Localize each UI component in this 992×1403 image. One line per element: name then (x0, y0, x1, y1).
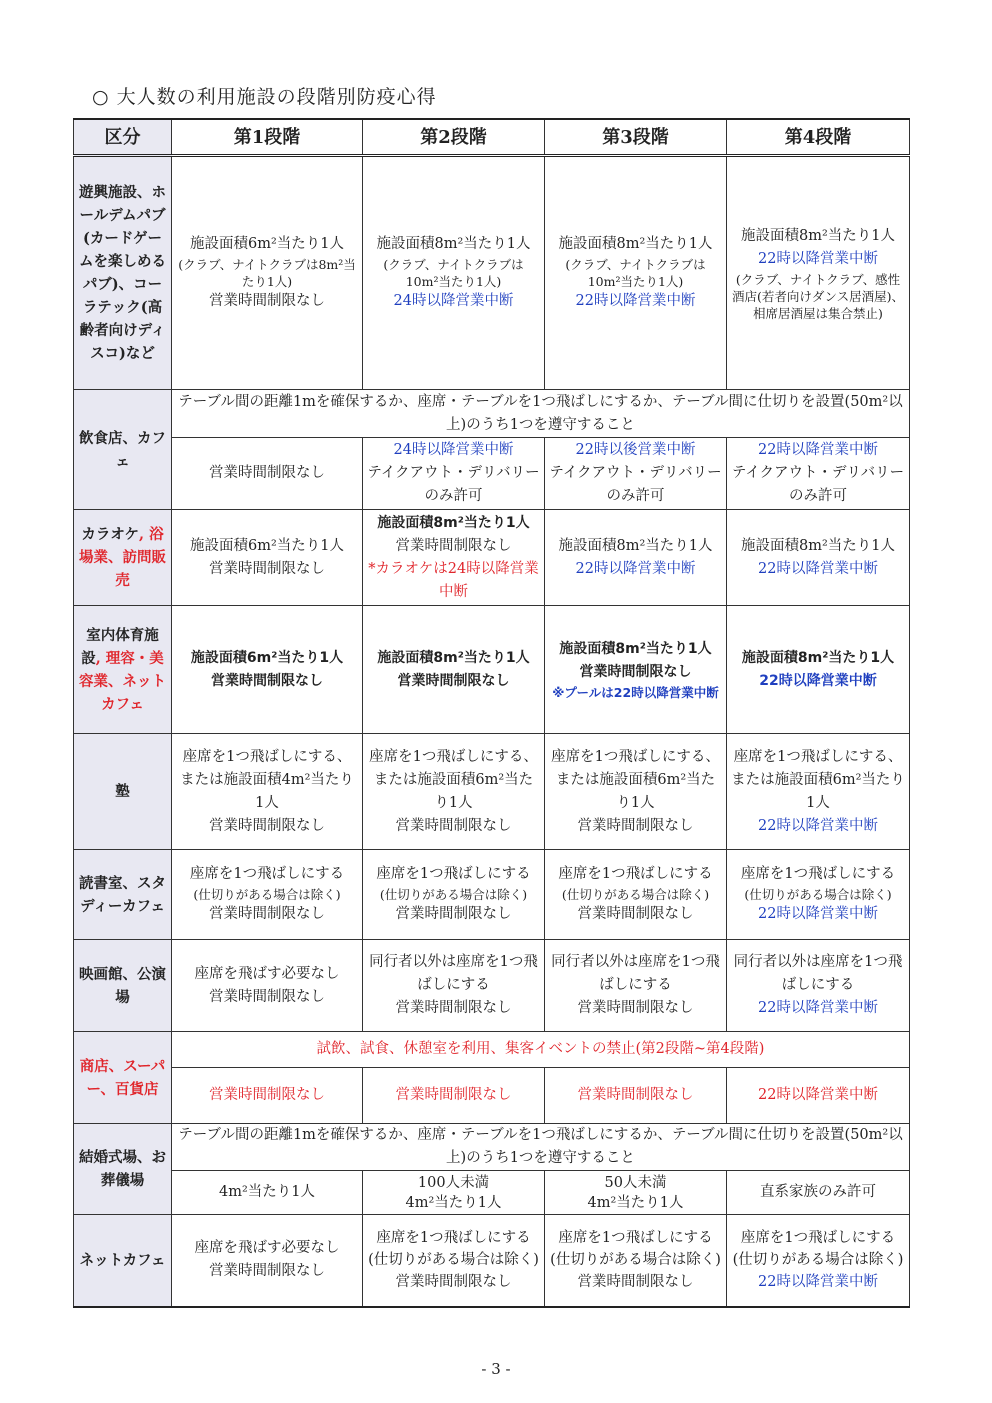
category-cell: 飲食店、カフェ (74, 390, 172, 510)
note-text: (クラブ、ナイトクラブは10m²当たり1人) (565, 257, 706, 289)
category-cell: ネットカフェ (74, 1215, 172, 1307)
capacity-text: 施設面積6m²当たり1人 (190, 649, 344, 666)
category-text-red: 浴場業、訪問販売 (79, 526, 166, 589)
stage-2-cell (363, 1171, 545, 1215)
table-row (74, 850, 910, 940)
capacity-text: 施設面積8m²当たり1人 (376, 236, 531, 252)
category-cell: 商店、スーパー、百貨店 (74, 1032, 172, 1124)
stage-2-cell (363, 940, 545, 1032)
table-row (74, 1215, 910, 1307)
capacity-text: 施設面積8m²当たり1人 (377, 514, 530, 531)
hours-text: 22時以降営業中断 (759, 672, 877, 689)
stage-3-cell (545, 510, 727, 606)
stage-2-cell (363, 850, 545, 940)
seat-text: 同行者以外は座席を1つ飛ばしにする (551, 954, 720, 993)
capacity-text: 施設面積8m²当たり1人 (740, 227, 895, 244)
stage-4-cell: 22時以降営業中断 (727, 1068, 910, 1124)
partition-note: (仕切りがある場合は除く) (561, 887, 710, 902)
hours-text: 22時以後営業中断 (575, 442, 696, 458)
people-limit: 100人未満 (417, 1174, 490, 1191)
common-rule-cell: 試飲、試食、休憩室を利用、集客イベントの禁止(第2段階~第4段階) (172, 1032, 910, 1068)
seat-text: 座席を1つ飛ばしにする (740, 866, 896, 882)
partition-note: (仕切りがある場合は除く) (550, 1252, 721, 1269)
category-cell: 読書室、スタディーカフェ (74, 850, 172, 940)
common-rule-cell: テーブル間の距離1mを確保するか、座席・テーブルを1つ飛ばしにするか、テーブル間に仕切りを設置(50m²以上)のうち1つを遵守すること (172, 390, 910, 438)
stage-1-cell (172, 940, 363, 1032)
category-cell: カラオケ, 浴場業、訪問販売 (74, 510, 172, 606)
header-stage-4: 第4段階 (727, 119, 910, 156)
capacity-text: 4m²当たり1人 (587, 1194, 684, 1211)
seat-text: 座席を飛ばす必要なし (194, 1240, 340, 1257)
hours-text: 営業時間制限なし (397, 672, 510, 689)
note-text: (クラブ、ナイトクラブは8m²当たり1人) (178, 257, 356, 289)
stage-3-cell (545, 1215, 727, 1307)
hours-text: 営業時間制限なし (209, 1263, 325, 1280)
capacity-text: 施設面積8m²当たり1人 (558, 537, 713, 554)
takeout-text: テイクアウト・デリバリーのみ許可 (549, 465, 722, 504)
stage-1-cell (172, 1215, 363, 1307)
table-row (74, 1068, 910, 1124)
stage-1-cell (172, 156, 363, 390)
stage-4-cell (727, 850, 910, 940)
people-limit: 50人未満 (604, 1174, 667, 1191)
stage-3-cell (545, 1171, 727, 1215)
stage-2-cell (363, 734, 545, 850)
stage-4-cell (727, 606, 910, 734)
stage-3-cell (545, 734, 727, 850)
table-row (74, 156, 910, 390)
hours-text: 営業時間制限なし (395, 817, 512, 834)
stage-2-cell (363, 1215, 545, 1307)
hours-text: 営業時間制限なし (577, 906, 694, 922)
category-cell: 遊興施設、ホールデムパブ(カードゲームを楽しめるパブ)、コーラテック(高齢者向けディスコ)など (74, 156, 172, 390)
stage-4-cell (727, 734, 910, 850)
seat-text: 同行者以外は座席を1つ飛ばしにする (733, 954, 903, 993)
table-row (74, 1171, 910, 1215)
hours-text: 営業時間制限なし (395, 906, 512, 922)
capacity-text: 施設面積6m²当たり1人 (189, 236, 344, 252)
header-stage-3: 第3段階 (545, 119, 727, 156)
stage-4-cell (727, 438, 910, 510)
hours-text: 営業時間制限なし (209, 988, 325, 1005)
hours-text: 営業時間制限なし (577, 1274, 694, 1291)
karaoke-note: *カラオケは24時以降営業中断 (368, 560, 539, 600)
capacity-text: 施設面積8m²当たり1人 (559, 641, 712, 657)
stage-4-cell: 直系家族のみ許可 (727, 1171, 910, 1215)
table-row (74, 606, 910, 734)
takeout-text: テイクアウト・デリバリーのみ許可 (367, 465, 540, 504)
table-row (74, 438, 910, 510)
pool-note: ※プールは22時以降営業中断 (552, 685, 719, 700)
stage-1-cell: 営業時間制限なし (172, 1068, 363, 1124)
hours-text: 24時以降営業中断 (393, 293, 514, 309)
seat-text: 座席を1つ飛ばしにする (376, 866, 531, 882)
hours-text: 営業時間制限なし (211, 672, 323, 689)
hours-text: 営業時間制限なし (209, 560, 325, 577)
stage-4-cell (727, 510, 910, 606)
hours-text: 営業時間制限なし (209, 293, 325, 309)
hours-text: 22時以降営業中断 (758, 250, 878, 267)
hours-text: 22時以降営業中断 (758, 560, 878, 577)
partition-note: (仕切りがある場合は除く) (732, 1252, 904, 1269)
stage-2-cell (363, 606, 545, 734)
table-row (74, 734, 910, 850)
capacity-text: 施設面積8m²当たり1人 (740, 537, 895, 554)
stage-2-cell: 営業時間制限なし (363, 1068, 545, 1124)
table-row (74, 1032, 910, 1068)
hours-text: 22時以降営業中断 (575, 293, 696, 309)
hours-text: 22時以降営業中断 (758, 442, 878, 458)
stage-3-cell (545, 940, 727, 1032)
partition-note: (仕切りがある場合は除く) (368, 1252, 539, 1269)
table-row (74, 1124, 910, 1171)
seat-text: 座席を1つ飛ばしにする (376, 1230, 531, 1247)
common-rule-cell: テーブル間の距離1mを確保するか、座席・テーブルを1つ飛ばしにするか、テーブル間に仕切りを設置(50m²以上)のうち1つを遵守すること (172, 1124, 910, 1171)
category-cell: 塾 (74, 734, 172, 850)
hours-text: 24時以降営業中断 (393, 442, 514, 458)
hours-text: 営業時間制限なし (577, 817, 694, 834)
capacity-text: 施設面積8m²当たり1人 (377, 649, 530, 666)
takeout-text: テイクアウト・デリバリーのみ許可 (731, 465, 905, 504)
seat-text: 座席を飛ばす必要なし (194, 965, 340, 982)
seat-text: 座席を1つ飛ばしにする (558, 866, 713, 882)
category-text-red: 理容・美容業、ネットカフェ (79, 649, 166, 713)
seat-text: 同行者以外は座席を1つ飛ばしにする (369, 954, 538, 993)
stage-2-cell (363, 438, 545, 510)
capacity-text: 座席を1つ飛ばしにする、または施設面積6m²当たり1人 (369, 748, 538, 811)
hours-text: 営業時間制限なし (577, 1000, 694, 1016)
note-text: (クラブ、ナイトクラブは10m²当たり1人) (383, 257, 524, 289)
page-number: - 3 - (481, 1360, 511, 1378)
capacity-text: 施設面積8m²当たり1人 (558, 236, 713, 252)
category-cell: 映画館、公演場 (74, 940, 172, 1032)
stage-3-cell (545, 606, 727, 734)
stage-1-cell: 営業時間制限なし (172, 438, 363, 510)
stage-1-cell: 4m²当たり1人 (172, 1171, 363, 1215)
hours-text: 営業時間制限なし (579, 664, 692, 680)
partition-note: (仕切りがある場合は除く) (744, 887, 892, 902)
partition-note: (仕切りがある場合は除く) (193, 887, 341, 902)
hours-text: 営業時間制限なし (395, 537, 512, 554)
header-stage-2: 第2段階 (363, 119, 545, 156)
capacity-text: 施設面積8m²当たり1人 (741, 649, 895, 666)
header-stage-1: 第1段階 (172, 119, 363, 156)
note-text: (クラブ、ナイトクラブ、感性酒店(若者向けダンス居酒屋)、相席居酒屋は集合禁止) (731, 271, 904, 321)
capacity-text: 座席を1つ飛ばしにする、または施設面積6m²当たり1人 (731, 748, 905, 811)
stage-4-cell (727, 156, 910, 390)
stage-3-cell (545, 438, 727, 510)
table-row (74, 390, 910, 438)
stage-4-cell (727, 1215, 910, 1307)
table-row (74, 510, 910, 606)
hours-text: 営業時間制限なし (395, 1000, 512, 1016)
capacity-text: 座席を1つ飛ばしにする、または施設面積4m²当たり1人 (180, 748, 354, 811)
seat-text: 座席を1つ飛ばしにする (189, 866, 345, 882)
stage-3-cell (545, 156, 727, 390)
stage-table (73, 118, 910, 1308)
header-row (74, 119, 910, 156)
hours-text: 営業時間制限なし (395, 1274, 512, 1291)
stage-2-cell (363, 510, 545, 606)
hours-text: 営業時間制限なし (209, 906, 325, 922)
header-category: 区分 (74, 119, 172, 156)
hours-text: 22時以降営業中断 (758, 1274, 878, 1291)
stage-1-cell (172, 850, 363, 940)
category-cell: 室内体育施設, 理容・美容業、ネットカフェ (74, 606, 172, 734)
category-cell: 結婚式場、お葬儀場 (74, 1124, 172, 1215)
capacity-text: 施設面積6m²当たり1人 (189, 537, 344, 554)
stage-1-cell (172, 606, 363, 734)
hours-text: 22時以降営業中断 (758, 1000, 878, 1016)
stage-3-cell (545, 850, 727, 940)
stage-3-cell: 営業時間制限なし (545, 1068, 727, 1124)
seat-text: 座席を1つ飛ばしにする (558, 1230, 713, 1247)
stage-1-cell (172, 510, 363, 606)
page-title: ○ 大人数の利用施設の段階別防疫心得 (92, 86, 437, 108)
stage-4-cell (727, 940, 910, 1032)
hours-text: 22時以降営業中断 (758, 906, 878, 922)
seat-text: 座席を1つ飛ばしにする (740, 1230, 896, 1247)
stage-2-cell (363, 156, 545, 390)
table-row (74, 940, 910, 1032)
category-text: カラオケ (81, 526, 140, 543)
partition-note: (仕切りがある場合は除く) (379, 887, 528, 902)
hours-text: 営業時間制限なし (209, 817, 325, 834)
hours-text: 22時以降営業中断 (575, 560, 696, 577)
stage-1-cell (172, 734, 363, 850)
category-text: 室内体育施設 (81, 626, 159, 667)
capacity-text: 4m²当たり1人 (405, 1194, 502, 1211)
hours-text: 22時以降営業中断 (758, 817, 878, 834)
capacity-text: 座席を1つ飛ばしにする、または施設面積6m²当たり1人 (551, 748, 720, 811)
